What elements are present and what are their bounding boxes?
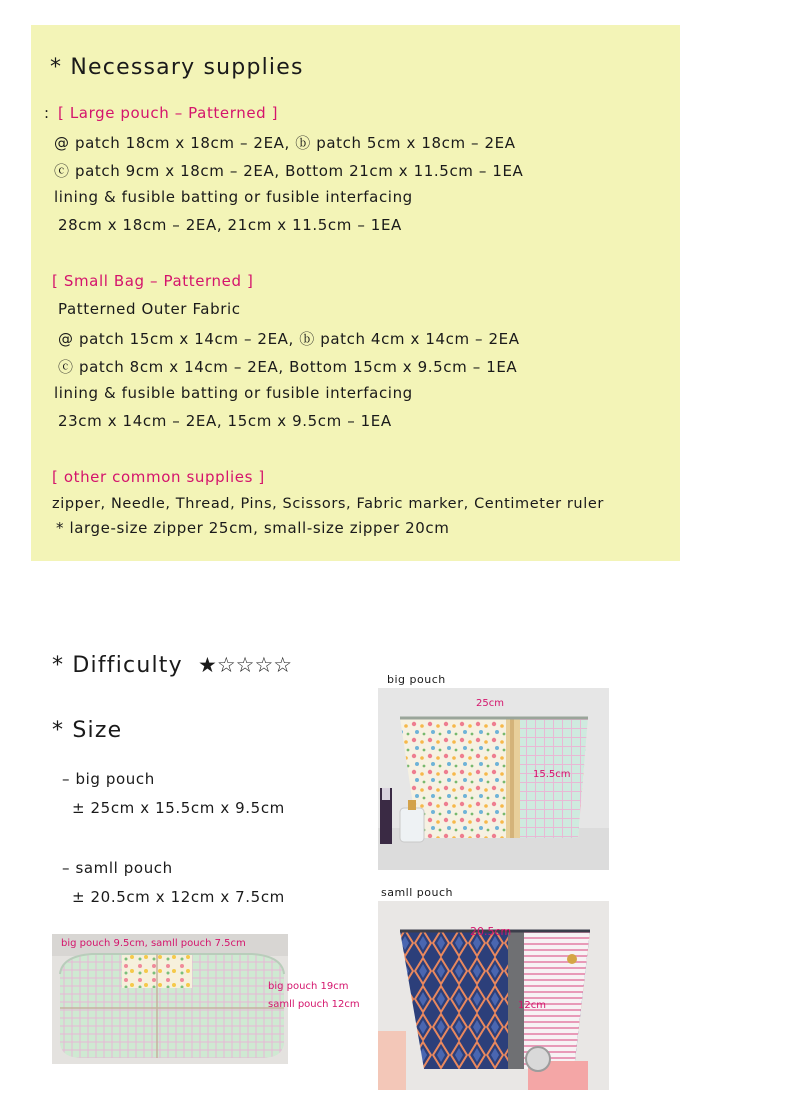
other-line-2: * large-size zipper 25cm, small-size zipper 20cm xyxy=(56,519,450,537)
large-prefix: : xyxy=(44,104,50,122)
small-line-1: Patterned Outer Fabric xyxy=(58,300,241,318)
pouch-bottom-illustration xyxy=(52,934,288,1064)
big-pouch-dims: ± 25cm x 15.5cm x 9.5cm xyxy=(72,799,285,817)
large-line-2: ⓒ patch 9cm x 18cm – 2EA, Bottom 21cm x 11.5cm – 1EA xyxy=(54,162,524,180)
difficulty-stars: ★☆☆☆☆ xyxy=(198,653,293,677)
small-line-3: ⓒ patch 8cm x 14cm – 2EA, Bottom 15cm x 9.5cm – 1EA xyxy=(58,358,518,376)
large-pouch-title: [ Large pouch – Patterned ] xyxy=(58,104,279,122)
big-pouch-height-label: 15.5cm xyxy=(533,769,571,780)
big-pouch-illustration xyxy=(378,688,609,870)
small-pouch-dims: ± 20.5cm x 12cm x 7.5cm xyxy=(72,888,285,906)
small-line-2: @ patch 15cm x 14cm – 2EA, ⓑ patch 4cm x 14cm – 2EA xyxy=(58,330,520,348)
large-line-4: 28cm x 18cm – 2EA, 21cm x 11.5cm – 1EA xyxy=(58,216,402,234)
small-line-5: 23cm x 14cm – 2EA, 15cm x 9.5cm – 1EA xyxy=(58,412,392,430)
big-pouch-label: – big pouch xyxy=(62,770,155,788)
big-pouch-width-label: 25cm xyxy=(476,698,504,709)
bottom-caption-right-1: big pouch 19cm xyxy=(268,981,349,992)
other-line-1: zipper, Needle, Thread, Pins, Scissors, Fabric marker, Centimeter ruler xyxy=(52,496,604,512)
small-pouch-photo-title: samll pouch xyxy=(381,886,453,899)
bottom-caption-top: big pouch 9.5cm, samll pouch 7.5cm xyxy=(61,938,246,949)
big-pouch-photo-title: big pouch xyxy=(387,673,446,686)
size-heading: * Size xyxy=(52,718,123,743)
small-bag-title: [ Small Bag – Patterned ] xyxy=(52,272,254,290)
small-line-4: lining & fusible batting or fusible interfacing xyxy=(54,384,413,402)
small-pouch-label: – samll pouch xyxy=(62,859,173,877)
big-pouch-photo xyxy=(378,688,609,870)
large-line-1: @ patch 18cm x 18cm – 2EA, ⓑ patch 5cm x 18cm – 2EA xyxy=(54,134,516,152)
supplies-heading: * Necessary supplies xyxy=(50,55,304,80)
bottom-caption-right-2: samll pouch 12cm xyxy=(268,999,360,1010)
large-line-3: lining & fusible batting or fusible interfacing xyxy=(54,188,413,206)
small-pouch-height-label: 12cm xyxy=(518,1000,546,1011)
other-supplies-title: [ other common supplies ] xyxy=(52,468,265,486)
pouch-bottom-photo xyxy=(52,934,288,1064)
difficulty-label: * Difficulty xyxy=(52,653,183,678)
small-pouch-width-label: 20.5cm xyxy=(470,925,512,938)
